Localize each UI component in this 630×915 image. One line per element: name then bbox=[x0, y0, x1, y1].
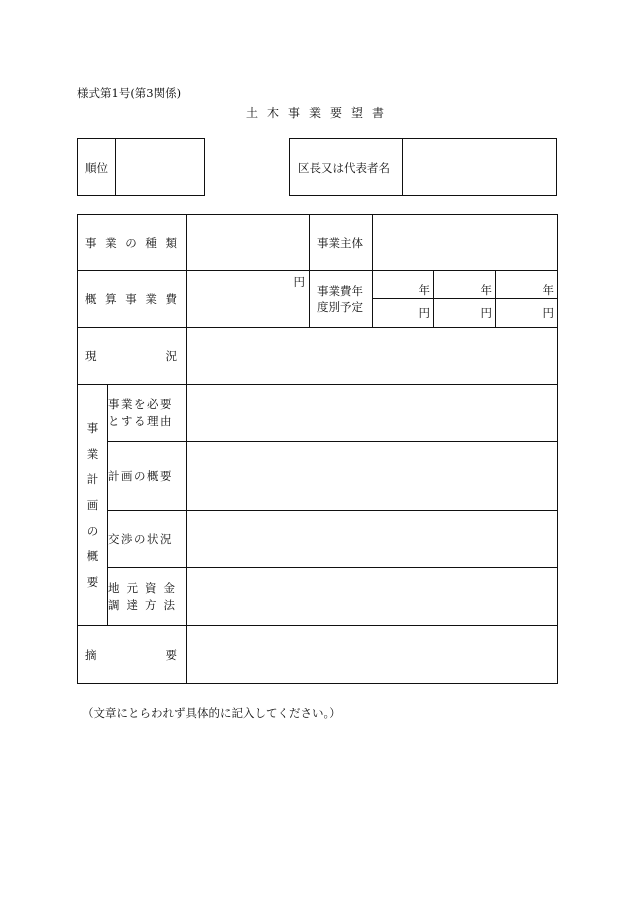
representative-field[interactable] bbox=[405, 139, 555, 195]
plan-overview-label: 事 業 計 画 の 概 要 bbox=[86, 421, 99, 589]
yen-unit-1: 円 bbox=[418, 306, 430, 320]
year-unit-3: 年 bbox=[542, 283, 555, 297]
remarks-label: 摘 要 bbox=[85, 647, 177, 662]
form-number: 様式第1号(第3関係) bbox=[77, 86, 182, 100]
rank-box bbox=[77, 138, 205, 196]
remarks-label-cell bbox=[78, 626, 187, 684]
reason-field[interactable] bbox=[187, 385, 558, 442]
rank-label: 順位 bbox=[85, 161, 108, 175]
estimated-cost-unit: 円 bbox=[293, 275, 305, 289]
rank-field[interactable] bbox=[118, 139, 204, 195]
project-type-label-cell bbox=[78, 215, 187, 271]
request-table bbox=[77, 214, 558, 684]
project-type-label: 事 業 の 種 類 bbox=[85, 235, 177, 250]
current-status-label-cell bbox=[78, 328, 187, 385]
local-funding-label: 地元資金 調達方法 bbox=[108, 568, 187, 626]
footer-note: （文章にとらわれず具体的に記入してください。） bbox=[82, 706, 341, 720]
remarks-field[interactable] bbox=[187, 626, 558, 684]
year-unit-2: 年 bbox=[480, 283, 492, 297]
yearly-budget-field-3[interactable] bbox=[496, 271, 558, 328]
document-title: 土木事業要望書 bbox=[245, 106, 393, 120]
estimated-cost-label-cell bbox=[78, 271, 187, 328]
plan-overview-label-cell bbox=[78, 385, 108, 626]
representative-box bbox=[289, 138, 557, 196]
representative-label: 区長又は代表者名 bbox=[298, 161, 390, 175]
yen-unit-2: 円 bbox=[480, 306, 492, 320]
plan-summary-label: 計画の概要 bbox=[108, 442, 187, 511]
negotiation-field[interactable] bbox=[187, 511, 558, 568]
yearly-budget-field-1[interactable] bbox=[373, 271, 434, 328]
year-unit-1: 年 bbox=[418, 283, 430, 297]
reason-label: 事業を必要 とする理由 bbox=[108, 385, 187, 442]
project-owner-field[interactable] bbox=[373, 215, 558, 271]
project-owner-label: 事業主体 bbox=[310, 215, 373, 271]
yen-unit-3: 円 bbox=[542, 306, 555, 320]
estimated-cost-field[interactable] bbox=[187, 271, 310, 328]
estimated-cost-label: 概 算 事 業 費 bbox=[85, 292, 177, 306]
current-status-label: 現 況 bbox=[85, 349, 177, 363]
yearly-budget-field-2[interactable] bbox=[434, 271, 496, 328]
plan-summary-field[interactable] bbox=[187, 442, 558, 511]
yearly-budget-label: 事業費年 度別予定 bbox=[310, 271, 373, 328]
local-funding-field[interactable] bbox=[187, 568, 558, 626]
negotiation-label: 交渉の状況 bbox=[108, 511, 187, 568]
project-type-field[interactable] bbox=[187, 215, 310, 271]
current-status-field[interactable] bbox=[187, 328, 558, 385]
